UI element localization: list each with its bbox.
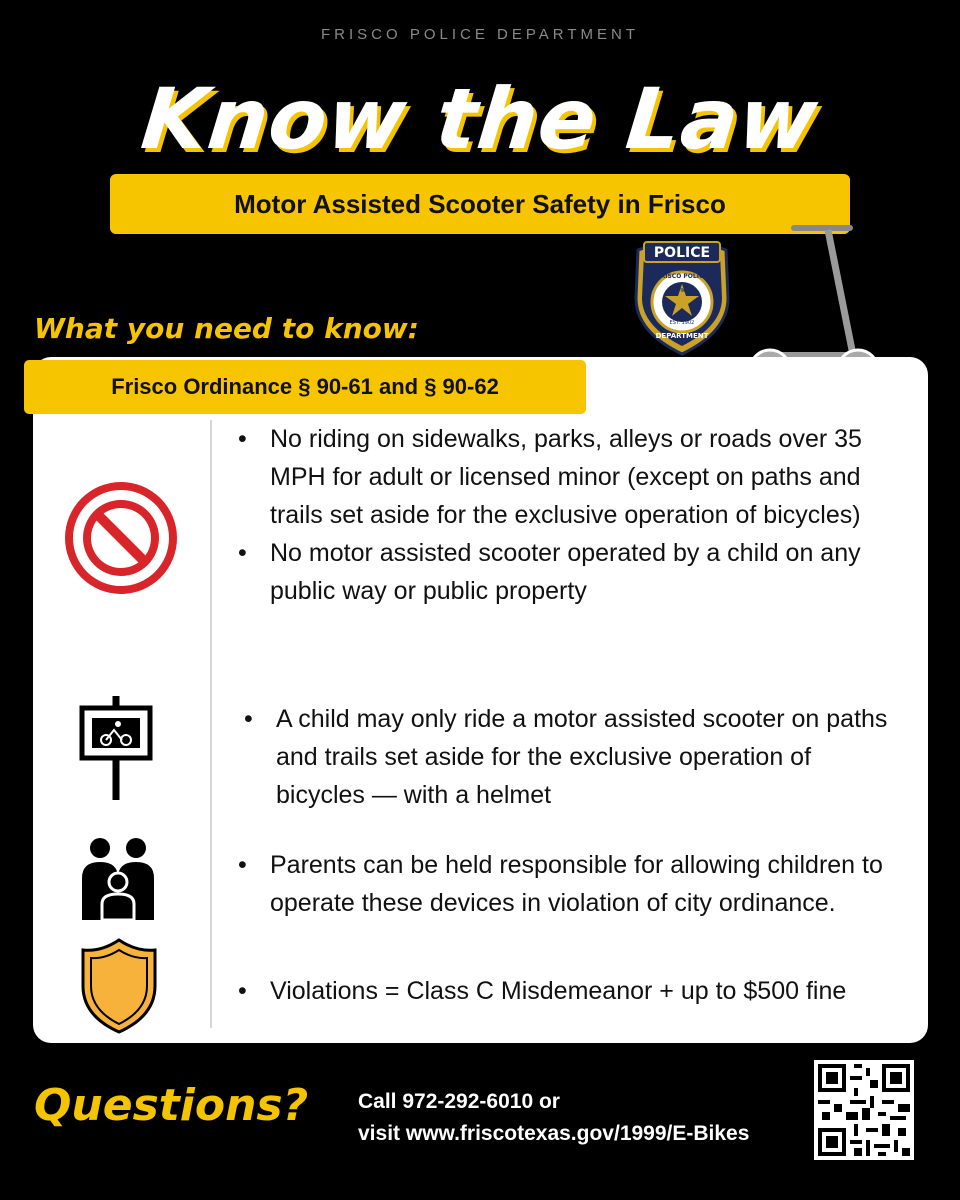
contact-info [358, 1086, 749, 1150]
family-icon [80, 838, 156, 920]
section-heading: What you need to know: [34, 312, 419, 345]
shield-icon [81, 938, 157, 1034]
rule-list-2 [244, 700, 904, 814]
subtitle-banner [110, 174, 850, 234]
ordinance-text: Frisco Ordinance § 90-61 and § 90-62 [111, 374, 499, 399]
qr-code-icon[interactable] [814, 1060, 914, 1160]
questions-heading: Questions? [34, 1080, 309, 1131]
badge-bottom-text: DEPARTMENT [655, 332, 709, 340]
contact-website[interactable]: visit www.friscotexas.gov/1999/E-Bikes [358, 1122, 750, 1145]
badge-ring-text: FRISCO POLICE [656, 273, 708, 280]
list-item: • Violations = Class C Misdemeanor + up to $500 fine [238, 972, 898, 1010]
badge-est-text: EST. 1902 [669, 320, 695, 326]
rule-list-4 [238, 972, 898, 1010]
ordinance-banner [24, 360, 586, 414]
bike-path-sign-icon [78, 696, 154, 800]
list-item: • Parents can be held responsible for allowing children to operate these devices in violation of city ordinance. [238, 846, 918, 922]
subtitle-text: Motor Assisted Scooter Safety in Frisco [234, 188, 726, 219]
org-name: FRISCO POLICE DEPARTMENT [321, 26, 639, 43]
rule-list-3 [238, 846, 918, 922]
badge-mid-text: OFFICER [670, 288, 694, 294]
contact-phone: Call 972-292-6010 or [358, 1090, 560, 1113]
police-badge-icon [630, 236, 734, 356]
badge-top-text: POLICE [653, 245, 711, 261]
list-item: • No motor assisted scooter operated by a child on any public way or public property [238, 534, 898, 610]
rule-list-1 [238, 420, 898, 610]
panel-divider [210, 420, 212, 1028]
no-entry-icon [61, 478, 181, 598]
list-item: • A child may only ride a motor assisted scooter on paths and trails set aside for the exclusive operation of bicycles — with a helmet [244, 700, 904, 814]
list-item: • No riding on sidewalks, parks, alleys or roads over 35 MPH for adult or licensed minor (except on paths and trails set aside for the exclusive operation of bicycles) [238, 420, 898, 534]
page-title: Know the Law [137, 70, 823, 168]
